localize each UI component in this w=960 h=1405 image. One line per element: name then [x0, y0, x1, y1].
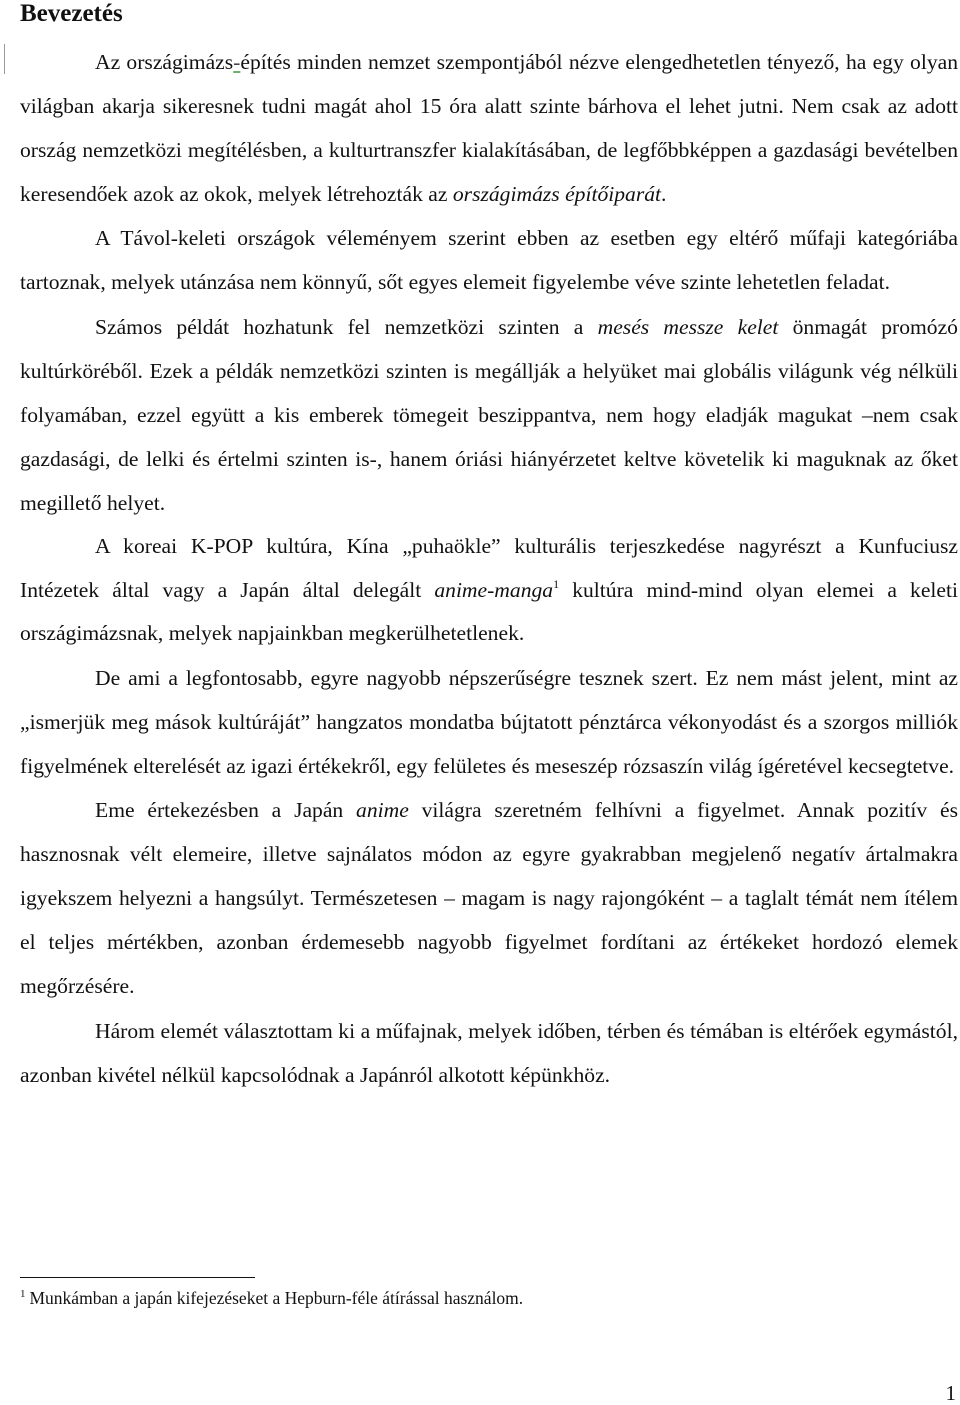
tracked-change-hyphen: - [233, 50, 241, 74]
p1-text-c: . [661, 182, 667, 207]
p6-text-b: világra szeretném felhívni a figyelmet. Annak pozitív és hasznosnak vélt elemeire, illetve sajnálatos módon az egyre gyakrabban megjelenő negatív ártalmakra igyekszem helyezni a hangsúlyt. Természetesen – magam is nagy rajongóként – a taglalt témát nem ítélem el teljes mértékben, azonban érdemesebb nagyobb figyelmet fordítani az értékeket hordozó elemek megőrzésére. [20, 798, 958, 999]
footnote [20, 1286, 523, 1310]
footnote-text: Munkámban a japán kifejezéseket a Hepburn-féle átírással használom. [29, 1288, 524, 1308]
page-number: 1 [945, 1381, 956, 1405]
p3-emphasis: mesés messze kelet [597, 314, 779, 339]
p1-emphasis: országimázs építőiparát [452, 182, 662, 207]
footnote-separator [20, 1277, 255, 1278]
paragraph-5 [20, 656, 958, 788]
p3-text-b: önmagát promózó kultúrköréből. Ezek a példák nemzetközi szinten is megállják a helyüket mai globális világunk vég nélküli folyamában, ezzel együtt a kis emberek tömegeit beszippantva, nem hogy eladják magukat –nem csak gazdasági, de lelki és értelmi szinten is-, hanem óriási hiányérzetet keltve követelik ki maguknak az őket megillető helyet. [20, 314, 958, 515]
p6-text-a: Eme értekezésben a Japán [95, 798, 357, 823]
p1-text-b: építés minden nemzet szempontjából nézve elengedhetetlen tényező, ha egy olyan világban akarja sikeresnek tudni magát ahol 15 óra alatt szinte bárhova el lehet jutni. Nem csak az adott ország nemzetközi megítélésben, a kulturtranszfer kialakításában, de legfőbbképpen a gazdasági bevételben keresendőek azok az okok, melyek létrehozták az [20, 50, 958, 207]
p3-text-a: Számos példát hozhatunk fel nemzetközi szinten a [95, 314, 598, 339]
p4-text-a: A koreai K-POP kultúra, Kína „puhaökle” kulturális terjeszkedése nagyrészt a Kunfuciusz Intézetek által vagy a Japán által delegált [20, 534, 958, 602]
footnote-reference[interactable]: 1 [553, 576, 560, 591]
section-heading: Bevezetés [20, 0, 123, 27]
p6-emphasis: anime [356, 798, 409, 823]
p7-text: Három elemét választottam ki a műfajnak, melyek időben, térben és témában is eltérőek egymástól, azonban kivétel nélkül kapcsolódnak a Japánról alkotott képünkhöz. [20, 1018, 958, 1087]
paragraph-4 [20, 525, 958, 656]
body-text [20, 40, 958, 1097]
paragraph-2 [20, 216, 958, 304]
paragraph-7 [20, 1009, 958, 1097]
paragraph-3 [20, 305, 958, 525]
p1-text-a: Az országimázs [95, 50, 234, 74]
paragraph-1 [20, 40, 958, 216]
p5-text: De ami a legfontosabb, egyre nagyobb népszerűségre tesznek szert. Ez nem mást jelent, mint az „ismerjük meg mások kultúráját” hangzatos mondatba bújtatott pénztárca vékonyodást és a szorgos milliók figyelmének elterelését az igazi értékekről, egy felületes és meseszép rózsaszín világ ígéretével kecsegtetve. [20, 665, 958, 778]
footnote-number: 1 [20, 1288, 26, 1300]
revision-change-bar [4, 44, 5, 74]
p4-emphasis: anime-manga [434, 577, 554, 602]
p2-text: A Távol-keleti országok véleményem szerint ebben az esetben egy eltérő műfaji kategóriába tartoznak, melyek utánzása nem könnyű, sőt egyes elemeit figyelembe véve szinte lehetetlen feladat. [20, 226, 958, 295]
paragraph-6 [20, 788, 958, 1008]
p4-text-b: kultúra mind-mind olyan elemei a keleti országimázsnak, melyek napjainkban megkerülhetetlenek. [20, 577, 958, 646]
